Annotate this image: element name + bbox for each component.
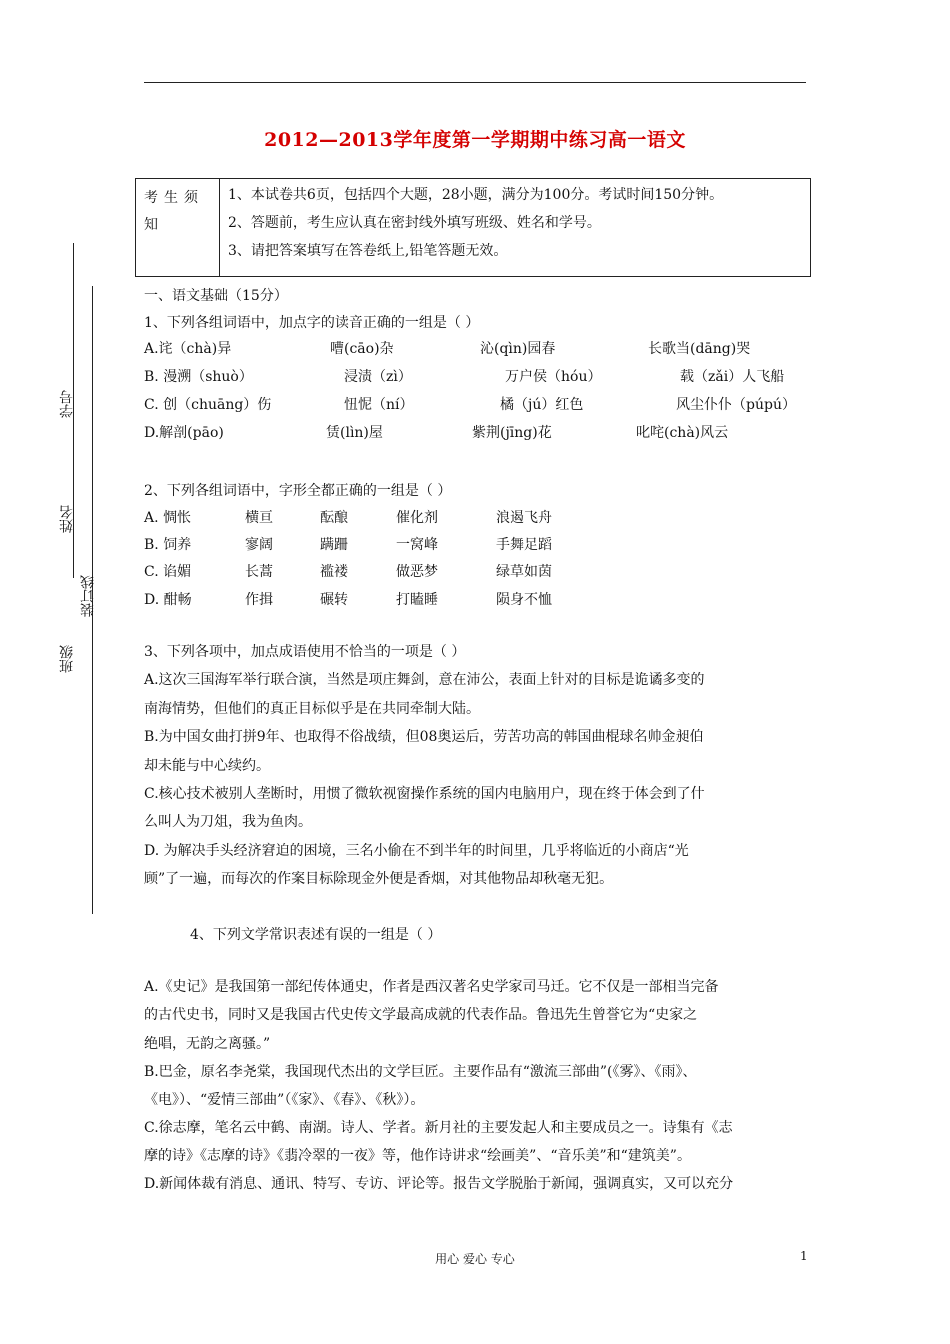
q3-line-5: C.核心技术被别人垄断时，用惯了微软视窗操作系统的国内电脑用户，现在终于体会到了什 [144,786,705,802]
notice-label: 考生须知 [144,190,204,233]
q1-c-3: 橘（jú）红色 [500,397,584,413]
q2-b-2: 寥阔 [245,537,273,553]
q2-c-3: 褴褛 [320,564,348,580]
q3-line-7: D. 为解决手头经济窘迫的困境，三名小偷在不到半年的时间里，几乎将临近的小商店“光 [144,843,689,859]
page-number: 1 [800,1249,808,1263]
q2-d-3: 碾转 [320,592,348,608]
q1-d-3: 紫荆(jīng)花 [472,425,552,441]
q3-line-1: A.这次三国海军举行联合演，当然是项庄舞剑，意在沛公，表面上针对的目标是诡谲多变的 [144,672,705,688]
q3-line-3: B.为中国女曲打拼9年、也取得不俗战绩，但08奥运后，劳苦功高的韩国曲棍球名帅金昶伯 [144,729,704,745]
q4-line-7: 摩的诗》《志摩的诗》《翡冷翠的一夜》等，他作诗讲求“绘画美”、“音乐美”和“建筑美”。 [144,1148,691,1164]
q4-line-2: 的古代史书，同时又是我国古代史传文学最高成就的代表作品。鲁迅先生曾誉它为“史家之 [144,1007,698,1023]
q1-a-3: 沁(qìn)园春 [480,341,556,357]
student-no-label: 学号 [59,390,75,418]
q1-a-2: 嘈(cāo)杂 [330,341,394,357]
q4-line-3: 绝唱，无韵之离骚。” [144,1036,271,1052]
q3-line-4: 却未能与中心续约。 [144,758,270,774]
q2-stem: 2、下列各组词语中，字形全都正确的一组是（ ） [144,483,452,499]
q1-a-4: 长歌当(dāng)哭 [648,341,751,357]
q4-line-5: 《电》）、“爱情三部曲”（《家》、《春》、《秋》）。 [144,1092,425,1108]
q2-a-5: 浪遏飞舟 [496,510,552,526]
q4-line-8: D.新闻体裁有消息、通讯、特写、专访、评论等。报告文学脱胎于新闻，强调真实，又可以充分 [144,1176,734,1192]
q1-c-1: C. 创（chuāng）伤 [144,397,272,413]
q1-b-3: 万户侯（hóu） [505,369,602,385]
name-label: 姓名 [59,505,75,533]
q1-d-2: 赁(lìn)屋 [326,425,383,441]
q3-line-8: 顾”了一遍，而每次的作案目标除现金外便是香烟，对其他物品却秋毫无犯。 [144,871,614,887]
q3-line-2: 南海情势，但他们的真正目标似乎是在共同牵制大陆。 [144,701,480,717]
q1-b-2: 浸渍（zì） [344,369,412,385]
q1-b-4: 载（zǎi）人飞船 [680,369,785,385]
q1-c-4: 风尘仆仆（púpú） [676,397,796,413]
q2-b-1: B. 饲养 [144,537,192,553]
header-rule [144,82,806,83]
q2-c-5: 绿草如茵 [496,564,552,580]
q2-d-1: D. 酣畅 [144,592,192,608]
q1-d-1: D.解剖(pāo) [144,425,224,441]
notice-line-3: 3、请把答案填写在答卷纸上,铅笔答题无效。 [228,243,508,259]
q2-c-1: C. 谄媚 [144,564,192,580]
q2-a-2: 横亘 [245,510,273,526]
exam-title: 2012—2013学年度第一学期期中练习高一语文 [264,129,686,151]
footer-motto: 用心 爱心 专心 [435,1252,515,1266]
notice-box [135,178,811,277]
q2-c-4: 做恶梦 [396,564,438,580]
notice-divider [219,179,220,276]
q2-d-4: 打瞌睡 [396,592,438,608]
q2-b-5: 手舞足蹈 [496,537,552,553]
q3-stem: 3、下列各项中，加点成语使用不恰当的一项是（ ） [144,644,466,660]
q2-a-1: A. 惆怅 [144,510,192,526]
notice-line-2: 2、答题前，考生应认真在密封线外填写班级、姓名和学号。 [228,215,601,231]
q1-stem: 1、下列各组词语中，加点字的读音正确的一组是（ ） [144,315,480,331]
notice-line-1: 1、本试卷共6页，包括四个大题，28小题，满分为100分。考试时间150分钟。 [228,187,724,203]
q3-line-6: 么叫人为刀俎，我为鱼肉。 [144,814,312,830]
q4-stem: 4、下列文学常识表述有误的一组是（ ） [190,927,442,943]
q1-c-2: 忸怩（ní） [344,397,414,413]
binding-line-label: 装订线 [80,575,96,617]
q2-a-3: 酝酿 [320,510,348,526]
q1-d-4: 叱咤(chà)风云 [636,425,729,441]
q1-b-1: B. 漫溯（shuò） [144,369,253,385]
q2-b-4: 一窝峰 [396,537,438,553]
class-label: 班级 [59,645,75,673]
q4-line-6: C.徐志摩，笔名云中鹤、南湖。诗人、学者。新月社的主要发起人和主要成员之一。诗集有《志 [144,1120,733,1136]
q2-b-3: 蹒跚 [320,537,348,553]
q2-a-4: 催化剂 [396,510,438,526]
q4-line-1: A.《史记》是我国第一部纪传体通史，作者是西汉著名史学家司马迁。它不仅是一部相当完备 [144,979,719,995]
q2-c-2: 长蒿 [245,564,273,580]
section-heading: 一、语文基础（15分） [144,288,288,304]
q2-d-5: 陨身不恤 [496,592,552,608]
q2-d-2: 作揖 [245,592,273,608]
q4-line-4: B.巴金，原名李尧棠，我国现代杰出的文学巨匠。主要作品有“激流三部曲”(《雾》、《雨》、 [144,1064,697,1080]
q1-a-1: A.诧（chà)异 [144,341,232,357]
